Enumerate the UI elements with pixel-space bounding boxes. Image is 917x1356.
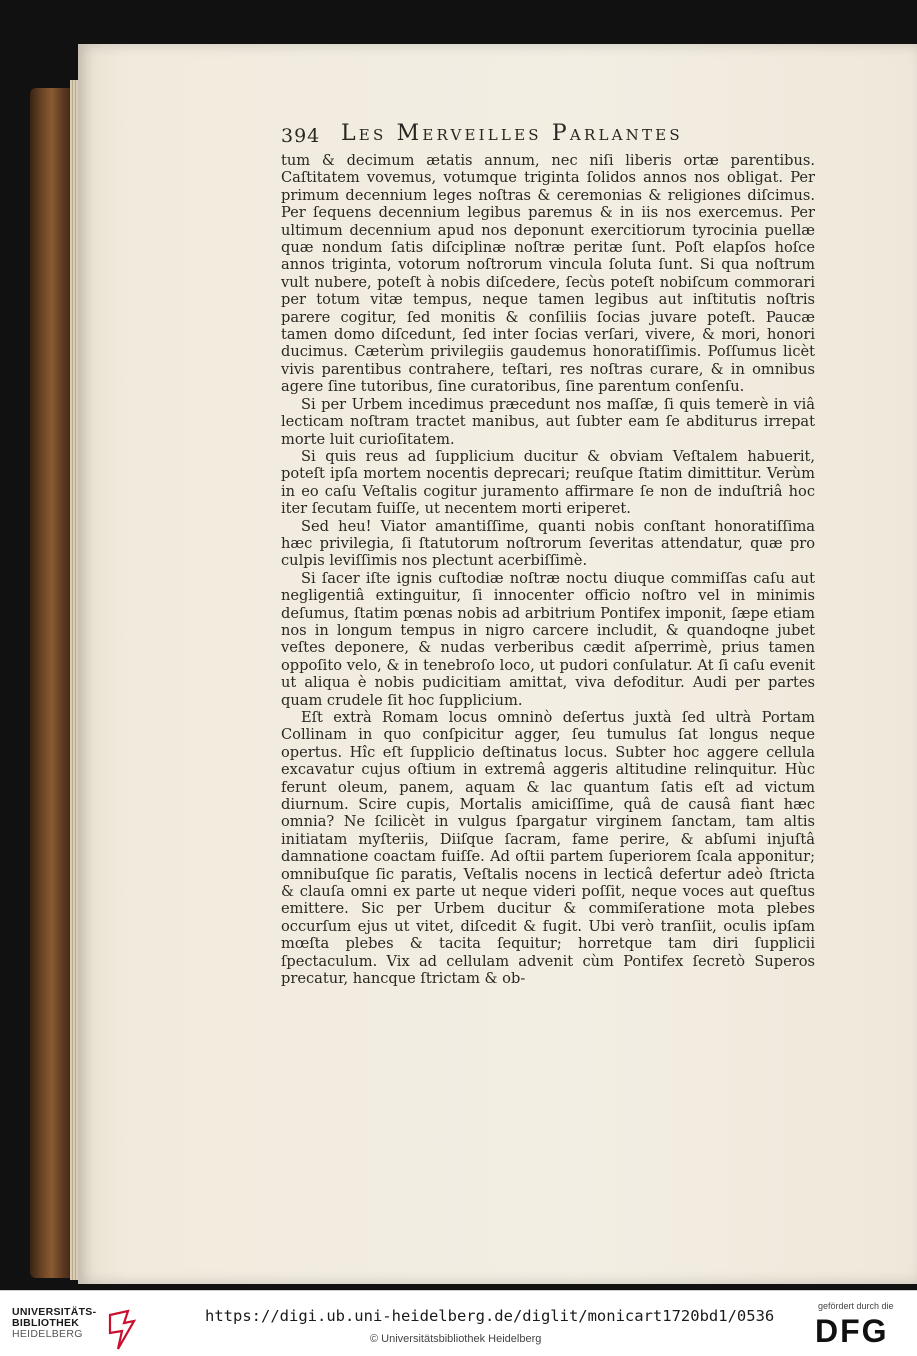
- funder-caption: gefördert durch die: [818, 1301, 894, 1311]
- library-name-line2: BIBLIOTHEK: [12, 1317, 80, 1329]
- library-logo[interactable]: [12, 1307, 132, 1347]
- page-number: 394: [281, 125, 321, 147]
- paragraph: Si quis reus ad ſupplicium ducitur & obviam Veſtalem habuerit, poteſt ipſa mortem nocentis deprecari; reuſque ſtatim dimittitur. Verùm in eo caſu Veſtalis cogitur juramento affirmare ſe non de induſtriâ hoc iter ſecutam fuiſſe, ut necentem morti eriperet.: [281, 447, 815, 518]
- paragraph: Sed heu! Viator amantiſſime, quanti nobis conſtant honoratiſſima hæc privilegia, ſi ſtatutorum noſtrorum ſeveritas attendatur, quæ pro culpis leviſſimis nos plectunt acerbiſſimè.: [281, 517, 815, 570]
- viewer-footer: [0, 1290, 917, 1356]
- paragraph: tum & decimum ætatis annum, nec niſi liberis ortæ parentibus. Caſtitatem vovemus, votumque triginta ſolidos annos nos obligat. Per primum decennium leges noſtras & ceremonias & religiones diſcimus. Per ſequens decennium legibus paremus & in iis nos exercemus. Per ultimum decennium apud nos deponunt exercitiorum tyrocinia puellæ quæ nondum ſatis diſciplinæ noſtræ peritæ ſunt. Poſt elapſos hoſce annos triginta, votorum noſtrorum vincula ſoluta ſunt. Si qua noſtrum vult nubere, poteſt à nobis diſcedere, ſecùs poteſt nobiſcum commorari per totum vitæ tempus, neque tamen legibus aut inſtitutis noſtris parere cogitur, ſed monitis & conſiliis ſocias juvare poteſt. Paucæ tamen domo diſcedunt, ſed inter ſocias verſari, vivere, & mori, honori ducimus. Cæterùm privilegiis gaudemus honoratiſſimis. Poſſumus licèt vivis parentibus contrahere, teſtari, res noſtras curare, & in omnibus agere ſine tutoribus, ſine curatoribus, ſine parentum conſenſu.: [281, 152, 815, 396]
- body-text: [281, 152, 815, 988]
- paragraph: Eſt extrà Romam locus omninò deſertus juxtà ſed ultrà Portam Collinam in quo conſpicitur agger, ſeu tumulus ſat longus neque opertus. Hîc eſt ſupplicio deſtinatus locus. Subter hoc aggere cellula excavatur cujus oſtium in extremâ aggeris altitudine relinquitur. Hùc ferunt oleum, panem, aquam & lac quantum ſatis eſt ad victum diurnum. Scire cupis, Mortalis amiciſſime, quâ de causâ fiant hæc omnia? Ne ſcilicèt in vulgus ſpargatur virginem ſanctam, tam altis initiatam myſteriis, Diiſque ſacram, fame perire, & abſumi injuſtâ damnatione coactam fuiſſe. Ad oſtii partem ſuperiorem ſcala apponitur; omnibuſque ſic paratis, Veſtalis nocens in lecticâ defertur adeò ſtricta & clauſa omni ex parte ut neque videri poſſit, neque voces aut queſtus emittere. Sic per Urbem ducitur & commiſeratione mota plebes occurſum ejus ut vitet, diſcedit & fugit. Ubi verò tranſiit, oculis ipſam mœſta plebes & tacita ſequitur; horretque tam diri ſupplicii ſpectaculum. Vix ad cellulam advenit cùm Pontifex ſecretò Superos precatur, hancque ſtrictam & ob-: [281, 709, 815, 988]
- library-name-line1: UNIVERSITÄTS-: [12, 1306, 97, 1318]
- paragraph: Si ſacer iſte ignis cuſtodiæ noſtræ noctu diuque commiſſas caſu aut negligentiâ extinguitur, ſi innocenter officio noſtro vel in minimis deſumus, ſtatim pœnas nobis ad arbitrium Pontifex imponit, ſæpe etiam nos in longum tempus in nigro carcere includit, & quandoqne jubet veſtes deponere, & nudas verberibus cædit aſperrimè, prius tamen oppoſito velo, & in tenebroſo loco, ut pudori conſulatur. At ſi caſu evenit ut aliqua è nobis pudicitiam amittat, viva defoditur. Audi per partes quam crudele ſit hoc ſupplicium.: [281, 569, 815, 709]
- library-name-line3: HEIDELBERG: [12, 1328, 83, 1340]
- library-emblem-icon: [104, 1309, 138, 1351]
- copyright-notice: © Universitätsbibliothek Heidelberg: [370, 1333, 542, 1345]
- paragraph: Si per Urbem incedimus præcedunt nos maſſæ, ſi quis temerè in viâ lecticam noſtram tractet manibus, aut ſubter eam ſe abditurus irrepat morte luit curioſitatem.: [281, 395, 815, 448]
- page-header: [281, 121, 741, 151]
- permalink-url[interactable]: https://digi.ub.uni-heidelberg.de/diglit/monicart1720bd1/0536: [205, 1307, 775, 1325]
- dfg-logo[interactable]: DFG: [815, 1313, 889, 1349]
- running-title: Les Merveilles Parlantes: [341, 121, 683, 146]
